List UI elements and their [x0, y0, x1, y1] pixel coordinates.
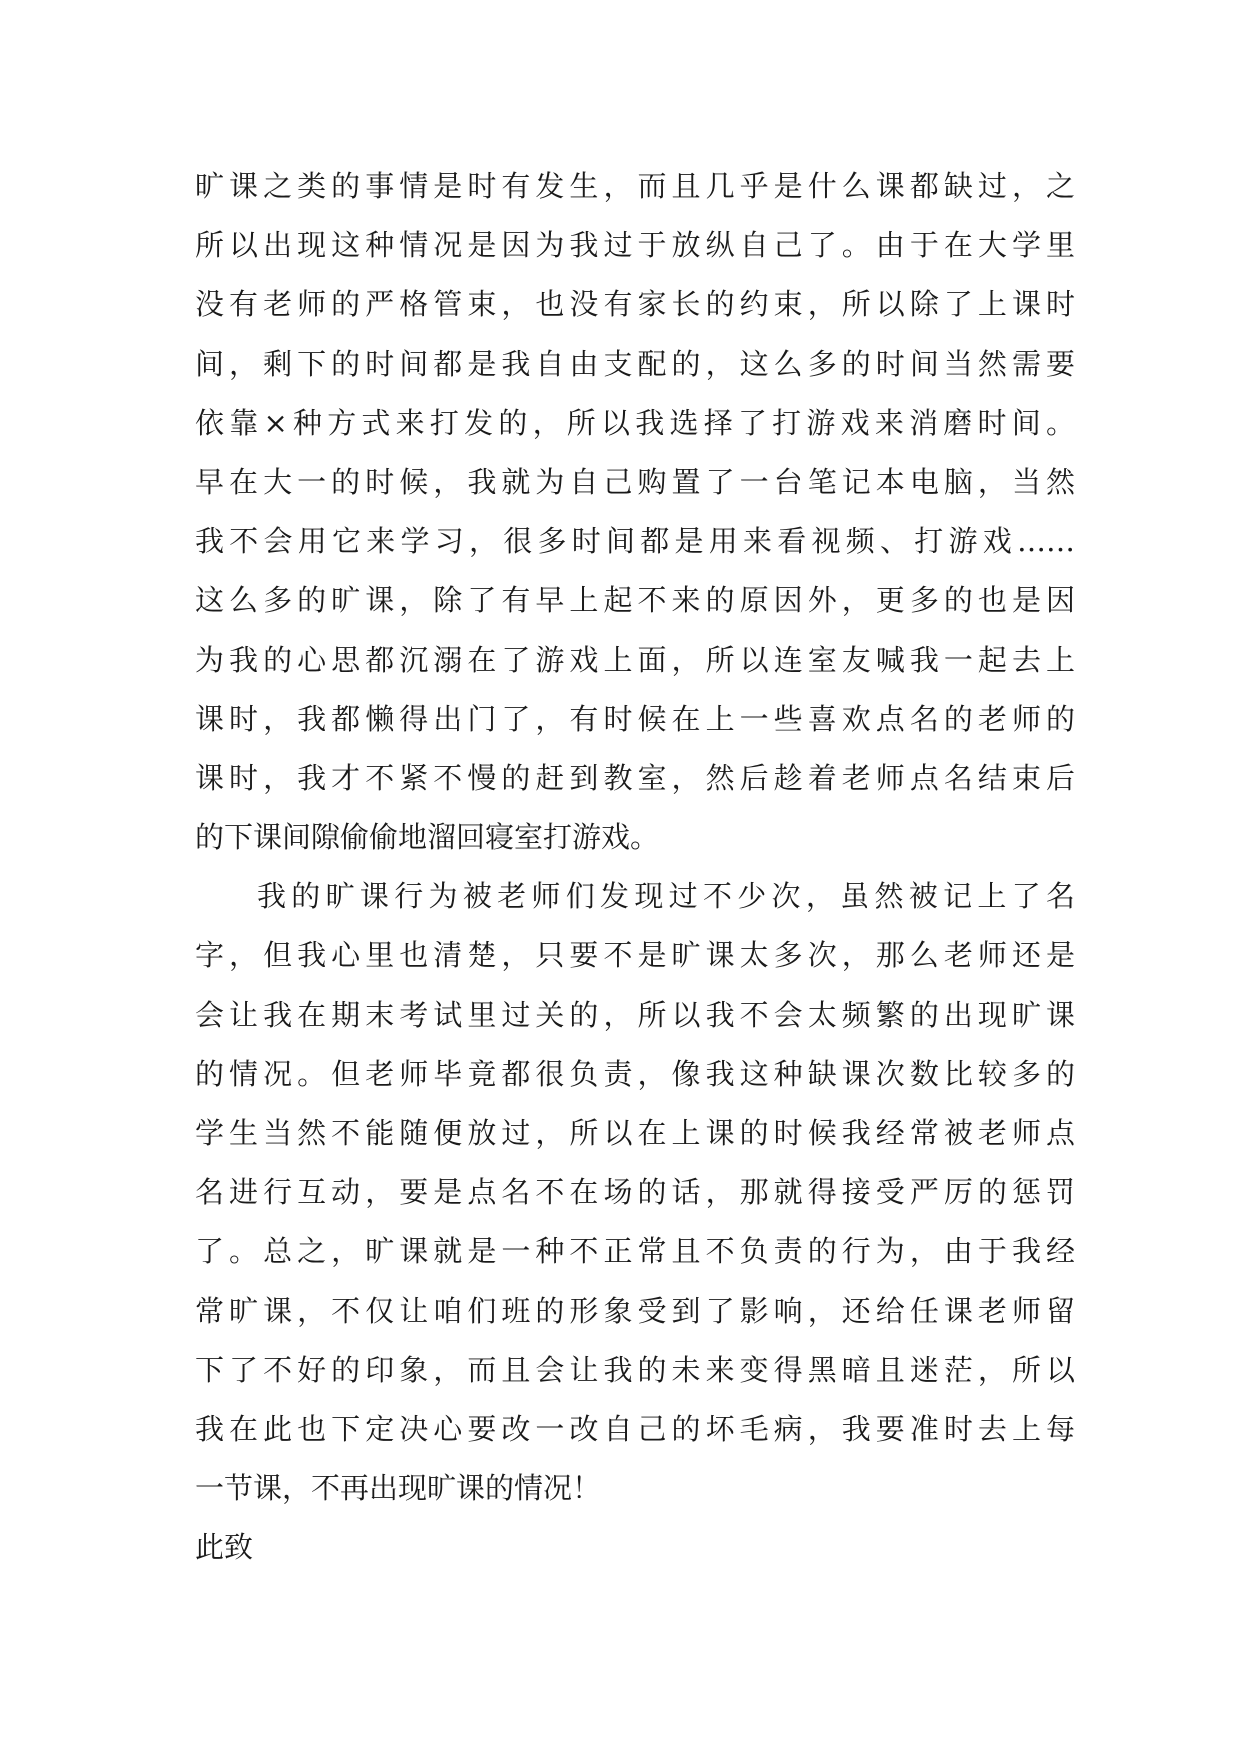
text-line: 为我的心思都沉溺在了游戏上面，所以连室友喊我一起去上 — [195, 642, 1075, 677]
closing-salutation: 此致 — [195, 1530, 254, 1565]
paragraph-1 — [195, 157, 1075, 867]
text-line: 的下课间隙偷偷地溜回寝室打游戏。 — [195, 820, 660, 855]
text-line: 名进行互动，要是点名不在场的话，那就得接受严厉的惩罚 — [195, 1175, 1075, 1210]
text-line: 的情况。但老师毕竟都很负责，像我这种缺课次数比较多的 — [195, 1056, 1075, 1091]
text-line: 依靠×种方式来打发的，所以我选择了打游戏来消磨时间。 — [195, 405, 1075, 440]
text-line: 没有老师的严格管束，也没有家长的约束，所以除了上课时 — [195, 287, 1075, 322]
text-line: 字，但我心里也清楚，只要不是旷课太多次，那么老师还是 — [195, 938, 1075, 973]
text-line: 我不会用它来学习，很多时间都是用来看视频、打游戏…… — [195, 524, 1075, 559]
text-line: 间，剩下的时间都是我自由支配的，这么多的时间当然需要 — [195, 346, 1075, 381]
paragraph-2 — [195, 867, 1075, 1518]
text-line: 旷课之类的事情是时有发生，而且几乎是什么课都缺过，之 — [195, 169, 1075, 203]
text-line: 课时，我才不紧不慢的赶到教室，然后趁着老师点名结束后 — [195, 760, 1075, 795]
text-line: 我在此也下定决心要改一改自己的坏毛病，我要准时去上每 — [195, 1411, 1075, 1446]
text-line: 学生当然不能随便放过，所以在上课的时候我经常被老师点 — [195, 1116, 1075, 1150]
text-line: 下了不好的印象，而且会让我的未来变得黑暗且迷茫，所以 — [195, 1352, 1075, 1387]
text-line: 所以出现这种情况是因为我过于放纵自己了。由于在大学里 — [195, 228, 1075, 263]
text-line: 了。总之，旷课就是一种不正常且不负责的行为，由于我经 — [195, 1234, 1075, 1269]
text-line: 常旷课，不仅让咱们班的形象受到了影响，还给任课老师留 — [195, 1293, 1075, 1328]
text-line: 会让我在期末考试里过关的，所以我不会太频繁的出现旷课 — [195, 997, 1075, 1032]
text-line: 一节课，不再出现旷课的情况！ — [195, 1471, 602, 1506]
text-line: 这么多的旷课，除了有早上起不来的原因外，更多的也是因 — [195, 583, 1075, 618]
text-line: 课时，我都懒得出门了，有时候在上一些喜欢点名的老师的 — [195, 701, 1075, 736]
text-line: 我的旷课行为被老师们发现过不少次，虽然被记上了名 — [257, 879, 1075, 914]
text-line: 早在大一的时候，我就为自己购置了一台笔记本电脑，当然 — [195, 464, 1075, 499]
letter-body — [195, 157, 1075, 1578]
